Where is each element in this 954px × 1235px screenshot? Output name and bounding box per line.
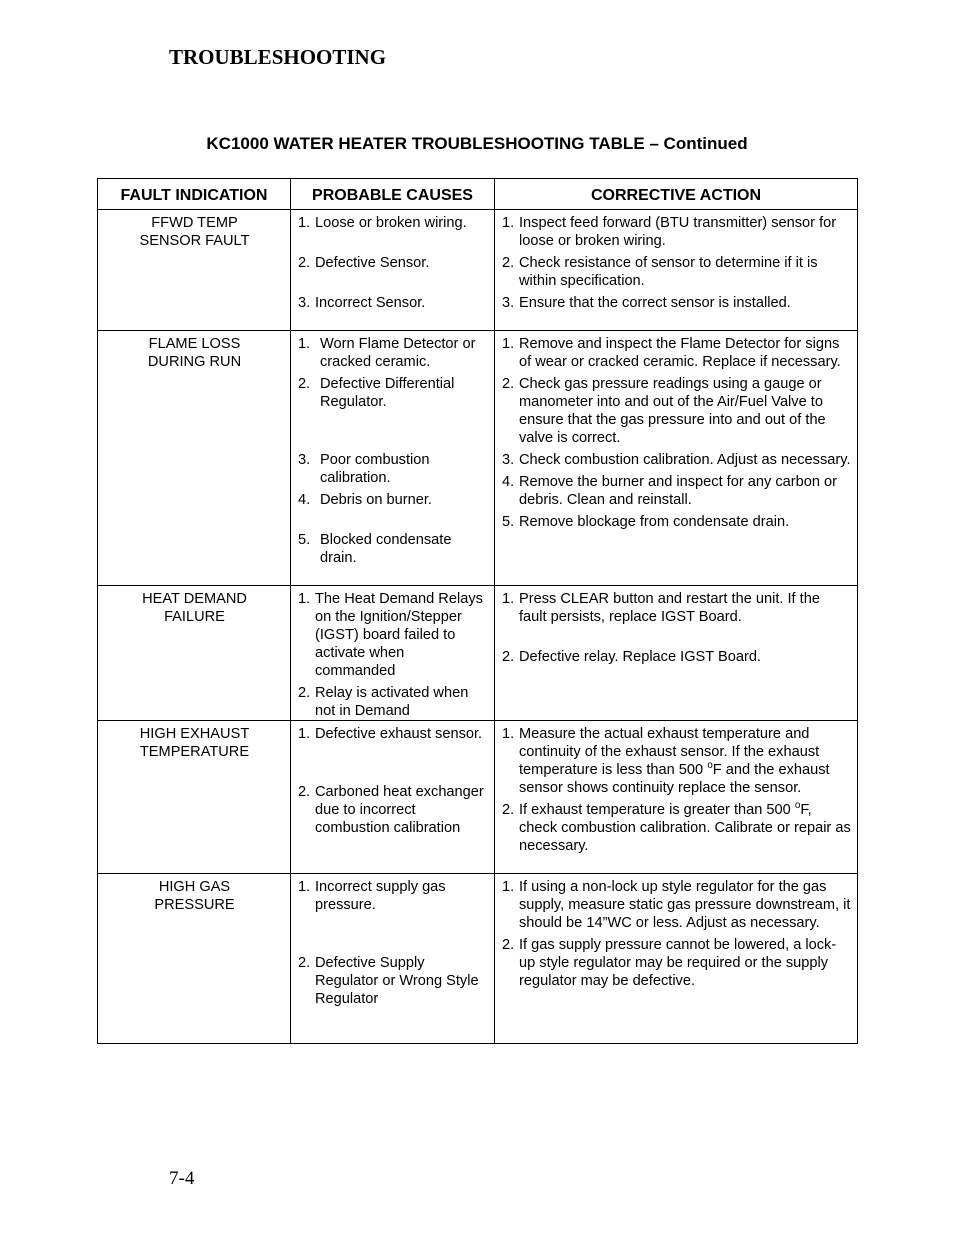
action-item [502, 335, 851, 371]
action-text-part: If exhaust temperature is greater than 500 [519, 802, 795, 818]
causes-cell [291, 586, 495, 721]
cause-text: Worn Flame Detector or cracked ceramic. [320, 336, 476, 370]
action-item [502, 294, 851, 312]
cause-text: Debris on burner. [320, 492, 432, 508]
cause-item [298, 214, 488, 232]
action-item [502, 590, 851, 626]
action-number: 1. [502, 879, 515, 895]
troubleshooting-table [97, 178, 858, 1044]
fault-label: HIGH EXHAUST TEMPERATURE [139, 726, 250, 760]
cause-item [298, 451, 488, 487]
actions-cell [495, 586, 858, 721]
cause-number: 4. [298, 492, 311, 508]
cause-item [298, 294, 488, 312]
cause-item [298, 335, 488, 371]
actions-cell [495, 331, 858, 586]
action-text: If using a non-lock up style regulator for the gas supply, measure static gas pressure downstream, it should be 14”WC or less. Adjust as necessary. [519, 879, 851, 931]
cause-number: 2. [298, 255, 311, 271]
action-text: Check gas pressure readings using a gauge or manometer into and out of the Air/Fuel Valve to ensure that the gas pressure into and out of the valve is correct. [519, 376, 826, 446]
cause-number: 1. [298, 726, 311, 742]
table-row [98, 210, 858, 331]
action-number: 1. [502, 591, 515, 607]
causes-cell [291, 331, 495, 586]
action-number: 3. [502, 452, 515, 468]
action-number: 1. [502, 726, 515, 742]
cause-number: 3. [298, 452, 311, 468]
action-item [502, 375, 851, 447]
cause-item [298, 684, 488, 720]
action-item [502, 725, 851, 797]
action-text-part: F and the exhaust sensor shows continuity replace the sensor. [519, 762, 830, 796]
action-item [502, 648, 851, 666]
action-item [502, 254, 851, 290]
action-number: 3. [502, 295, 515, 311]
action-text: Remove and inspect the Flame Detector for signs of wear or cracked ceramic. Replace if necessary. [519, 336, 841, 370]
page-number: 7-4 [169, 1168, 195, 1189]
cause-text: Incorrect supply gas pressure. [315, 879, 446, 913]
action-number: 2. [502, 376, 515, 392]
action-text: If gas supply pressure cannot be lowered, a lock-up style regulator may be required or the supply regulator may be defective. [519, 937, 837, 989]
cause-text: Loose or broken wiring. [315, 215, 467, 231]
fault-cell [98, 874, 291, 1044]
action-item [502, 473, 851, 509]
cause-item [298, 375, 488, 411]
action-text: Remove blockage from condensate drain. [519, 514, 790, 530]
action-item [502, 214, 851, 250]
cause-number: 3. [298, 295, 311, 311]
cause-text: Defective Sensor. [315, 255, 430, 271]
cause-number: 2. [298, 685, 311, 701]
cause-number: 5. [298, 532, 311, 548]
action-text: Remove the burner and inspect for any carbon or debris. Clean and reinstall. [519, 474, 837, 508]
action-text [519, 725, 851, 797]
action-number: 2. [502, 649, 515, 665]
cause-text: Poor combustion calibration. [320, 452, 430, 486]
column-header-action: CORRECTIVE ACTION [495, 179, 858, 210]
cause-item [298, 254, 488, 272]
action-item [502, 451, 851, 469]
table-row [98, 874, 858, 1044]
table-row [98, 331, 858, 586]
action-text: Defective relay. Replace IGST Board. [519, 649, 761, 665]
cause-text: The Heat Demand Relays on the Ignition/Stepper (IGST) board failed to activate when commanded [315, 591, 483, 679]
cause-number: 2. [298, 955, 311, 971]
action-number: 1. [502, 215, 515, 231]
action-text: Check combustion calibration. Adjust as necessary. [519, 452, 851, 468]
column-header-fault: FAULT INDICATION [98, 179, 291, 210]
cause-text: Blocked condensate drain. [320, 532, 452, 566]
fault-cell [98, 586, 291, 721]
action-item [502, 801, 851, 855]
cause-item [298, 590, 488, 680]
action-number: 4. [502, 474, 515, 490]
fault-label: HEAT DEMAND FAILURE [142, 591, 247, 625]
fault-cell [98, 331, 291, 586]
fault-label: HIGH GAS PRESSURE [154, 879, 235, 913]
action-item [502, 936, 851, 990]
action-text: Check resistance of sensor to determine if it is within specification. [519, 255, 818, 289]
cause-text: Carboned heat exchanger due to incorrect combustion calibration [315, 784, 484, 836]
action-text: Ensure that the correct sensor is installed. [519, 295, 791, 311]
fault-cell [98, 721, 291, 874]
action-text [519, 801, 851, 855]
cause-item [298, 783, 488, 837]
cause-number: 1. [298, 879, 311, 895]
cause-number: 2. [298, 376, 311, 392]
action-number: 1. [502, 336, 515, 352]
cause-item [298, 878, 488, 914]
action-number: 2. [502, 937, 515, 953]
table-header-row [98, 179, 858, 210]
fault-cell [98, 210, 291, 331]
action-text: Inspect feed forward (BTU transmitter) sensor for loose or broken wiring. [519, 215, 837, 249]
causes-cell [291, 721, 495, 874]
cause-item [298, 954, 488, 1008]
action-number: 2. [502, 255, 515, 271]
table-row [98, 586, 858, 721]
action-text: Press CLEAR button and restart the unit. If the fault persists, replace IGST Board. [519, 591, 820, 625]
cause-item [298, 725, 488, 743]
cause-item [298, 491, 488, 509]
action-number: 2. [502, 802, 515, 818]
column-header-causes: PROBABLE CAUSES [291, 179, 495, 210]
cause-number: 1. [298, 591, 311, 607]
cause-number: 2. [298, 784, 311, 800]
degree-symbol: o [707, 760, 713, 772]
actions-cell [495, 874, 858, 1044]
action-text-part: F, check combustion calibration. Calibrate or repair as necessary. [519, 802, 851, 854]
fault-label: FFWD TEMP SENSOR FAULT [139, 215, 250, 249]
action-item [502, 513, 851, 531]
action-text-part: Measure the actual exhaust temperature and continuity of the exhaust sensor. If the exhaust temperature is less than 500 [519, 726, 820, 778]
degree-symbol: o [794, 800, 801, 812]
cause-text: Defective Supply Regulator or Wrong Style Regulator [315, 955, 479, 1007]
cause-number: 1. [298, 215, 311, 231]
actions-cell [495, 721, 858, 874]
action-number: 5. [502, 514, 515, 530]
section-title: TROUBLESHOOTING [169, 45, 387, 69]
cause-text: Defective Differential Regulator. [320, 376, 455, 410]
action-item [502, 878, 851, 932]
fault-label: FLAME LOSS DURING RUN [147, 336, 242, 370]
cause-text: Defective exhaust sensor. [315, 726, 483, 742]
table-title: KC1000 WATER HEATER TROUBLESHOOTING TABLE – Continued [206, 134, 748, 153]
cause-text: Incorrect Sensor. [315, 295, 426, 311]
causes-cell [291, 210, 495, 331]
actions-cell [495, 210, 858, 331]
table-row [98, 721, 858, 874]
causes-cell [291, 874, 495, 1044]
cause-item [298, 531, 488, 567]
cause-number: 1. [298, 336, 311, 352]
cause-text: Relay is activated when not in Demand [315, 685, 469, 719]
